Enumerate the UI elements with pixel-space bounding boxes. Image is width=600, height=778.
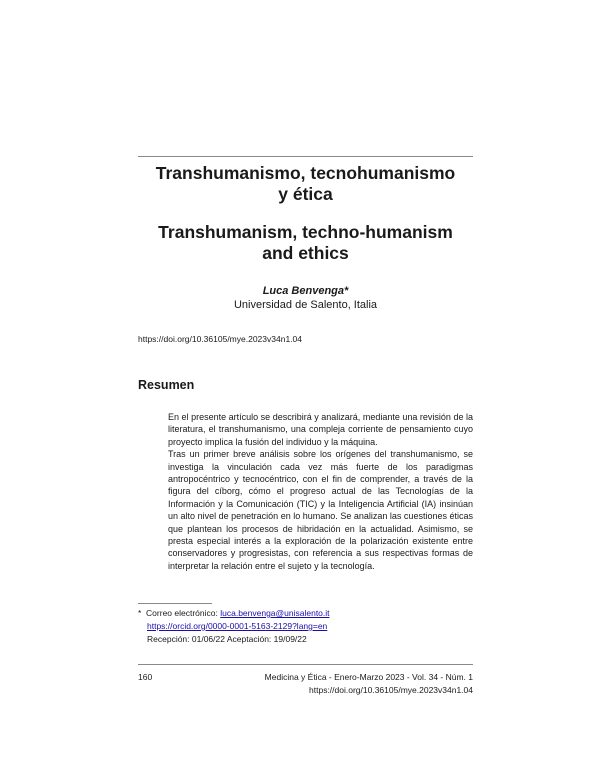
abstract-paragraph: Tras un primer breve análisis sobre los orígenes del transhumanismo, se investiga la vinculación cada vez más fuerte de los paradigmas antropocéntrico y tecnocéntrico, con el fin de comprender, a través de la figura del cíborg, cómo el progreso actual de las Tecnologías de la Información y la Comunicación (TIC) y la Inteligencia Artificial (IA) insinúan un alto nivel de penetración en lo humano. Se analizan las cuestiones éticas que plantean los procesos de hibridación en la actualidad. Asimismo, se presta especial interés a la exploración de la polarización existente entre conservadores y progresistas, con referencia a sus respectivas formas de interpretar la relación entre el sujeto y la tecnología. <box>168 449 473 571</box>
email-label: Correo electrónico: <box>146 608 218 618</box>
title-english <box>138 222 473 264</box>
title-spanish-line-1: Transhumanismo, tecnohumanismo <box>155 163 456 183</box>
abstract-body <box>168 411 473 572</box>
abstract-paragraph: En el presente artículo se describirá y analizará, mediante una revisión de la literatura, el transhumanismo, una compleja corriente de pensamiento cuyo proyecto implica la fusión del individuo y la máquina. <box>168 412 473 447</box>
abstract-heading: Resumen <box>138 378 195 392</box>
top-rule <box>138 156 473 157</box>
orcid-link[interactable]: https://orcid.org/0000-0001-5163-2129?lang=en <box>147 621 328 631</box>
footnote-orcid-line <box>138 620 330 633</box>
title-spanish <box>138 163 473 205</box>
email-link[interactable]: luca.benvenga@unisalento.it <box>220 608 330 618</box>
footer-journal: Medicina y Ética - Enero-Marzo 2023 - Vol. 34 - Núm. 1 <box>264 672 473 682</box>
footnote-dates: Recepción: 01/06/22 Aceptación: 19/09/22 <box>147 634 307 644</box>
footer-rule <box>138 664 473 665</box>
footnote-marker: * <box>138 608 142 618</box>
page-number: 160 <box>138 672 153 682</box>
footnote <box>138 607 330 646</box>
footer-doi[interactable]: https://doi.org/10.36105/mye.2023v34n1.04 <box>309 685 473 695</box>
title-english-line-1: Transhumanism, techno-humanism <box>158 222 453 242</box>
author-block <box>138 284 473 312</box>
author-affiliation: Universidad de Salento, Italia <box>233 299 378 311</box>
article-doi[interactable]: https://doi.org/10.36105/mye.2023v34n1.04 <box>138 334 302 344</box>
footnote-rule <box>138 603 212 604</box>
footnote-email-line <box>138 607 330 620</box>
title-spanish-line-2: y ética <box>278 184 333 204</box>
title-english-line-2: and ethics <box>262 243 349 263</box>
author-name: Luca Benvenga* <box>262 285 349 297</box>
